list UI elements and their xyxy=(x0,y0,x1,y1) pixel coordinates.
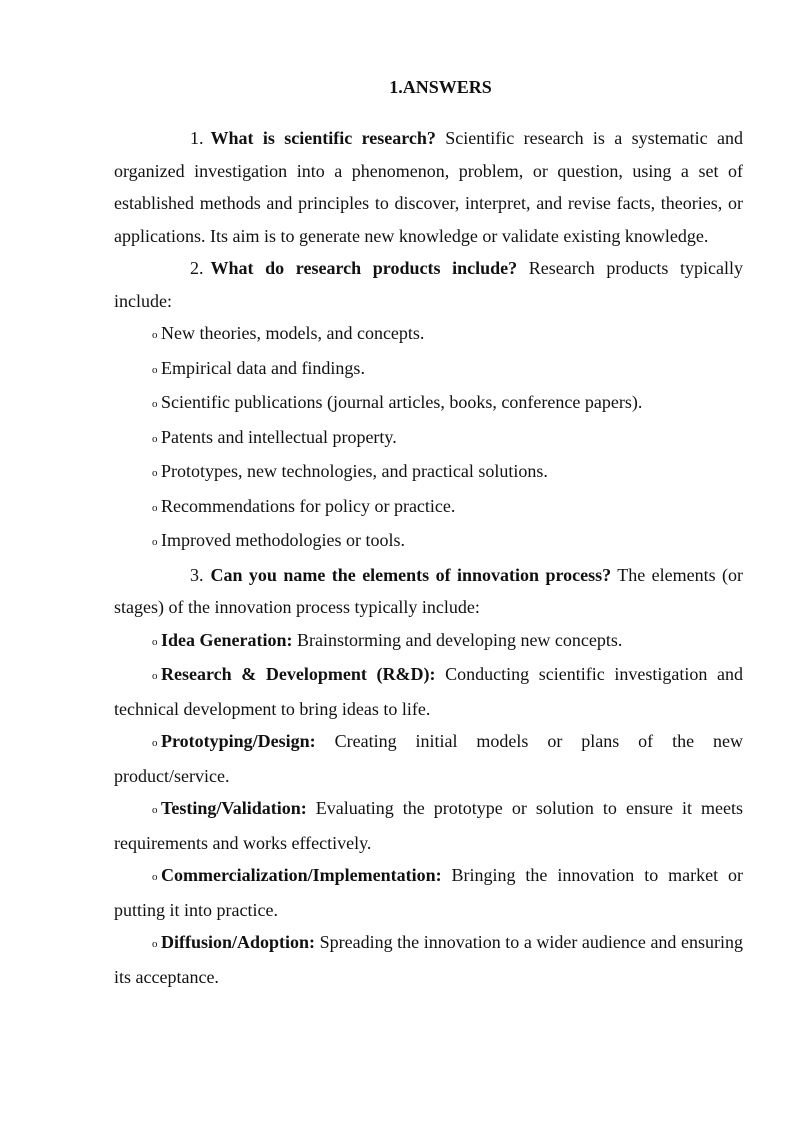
bullet-icon: o xyxy=(152,670,158,682)
question-text: What do research products include? xyxy=(210,258,518,278)
stage-description: Creating initial models or plans of the new product/service. xyxy=(114,731,743,786)
stage-description: Brainstorming and developing new concepts. xyxy=(292,629,623,650)
list-item xyxy=(114,859,743,926)
list-item xyxy=(114,926,743,993)
list-item xyxy=(114,658,743,725)
stage-term: Research & Development (R&D): xyxy=(161,664,436,684)
question-text: What is scientific research? xyxy=(210,128,436,148)
bullet-icon: o xyxy=(152,467,158,479)
list-item xyxy=(114,352,743,387)
stage-description: Bringing the innovation to market or putting it into practice. xyxy=(114,865,743,920)
stage-description: Evaluating the prototype or solution to ensure it meets requirements and works effectively. xyxy=(114,798,743,853)
bullet-icon: o xyxy=(152,329,158,341)
list-item xyxy=(114,792,743,859)
answer-text: The elements (or stages) of the innovation process typically include: xyxy=(114,564,743,617)
list-item xyxy=(114,421,743,456)
list-item-text: Patents and intellectual property. xyxy=(161,426,397,447)
question-number: 2. xyxy=(190,258,204,278)
bullet-icon: o xyxy=(152,635,158,648)
list-item xyxy=(114,455,743,490)
list-item xyxy=(114,524,743,559)
bullet-icon: o xyxy=(152,737,158,749)
stage-term: Diffusion/Adoption: xyxy=(161,932,316,952)
answer-3 xyxy=(114,559,743,624)
bullet-icon: o xyxy=(152,398,158,410)
list-item xyxy=(114,386,743,421)
answer-text: Research products typically include: xyxy=(114,258,744,311)
bullet-icon: o xyxy=(152,536,158,548)
list-item-text: Improved methodologies or tools. xyxy=(161,530,405,550)
list-item xyxy=(114,490,743,525)
stage-term: Idea Generation: xyxy=(161,629,293,650)
list-item-text: Recommendations for policy or practice. xyxy=(161,495,456,516)
question-text: Can you name the elements of innovation process? xyxy=(210,564,612,585)
question-number: 3. xyxy=(190,564,204,585)
page-title: 1.ANSWERS xyxy=(389,77,492,97)
bullet-icon: o xyxy=(152,804,158,816)
list-item xyxy=(114,317,743,352)
stage-description: Conducting scientific investigation and technical development to bring ideas to life. xyxy=(114,664,744,719)
stage-term: Prototyping/Design: xyxy=(161,731,316,751)
stage-description: Spreading the innovation to a wider audience and ensuring its acceptance. xyxy=(114,932,743,987)
document-page xyxy=(114,72,743,993)
list-item-text: Prototypes, new technologies, and practical solutions. xyxy=(161,461,548,481)
question-number: 1. xyxy=(190,128,204,148)
list-item-text: Scientific publications (journal articles, books, conference papers). xyxy=(161,392,643,412)
stage-term: Commercialization/Implementation: xyxy=(161,865,442,885)
list-item xyxy=(114,725,743,792)
stage-term: Testing/Validation: xyxy=(161,798,307,818)
list-item xyxy=(114,624,743,659)
bullet-icon: o xyxy=(152,871,158,883)
bullet-icon: o xyxy=(152,363,158,376)
answer-2 xyxy=(114,252,743,317)
list-item-text: New theories, models, and concepts. xyxy=(161,323,425,343)
answer-1 xyxy=(114,122,743,252)
answer-text: Scientific research is a systematic and organized investigation into a phenomenon, problem, or question, using a set of established methods and principles to discover, interpret, and revise facts, theories, or applications. Its aim is to generate new knowledge or validate existing knowledge. xyxy=(114,128,743,246)
bullet-icon: o xyxy=(152,938,158,950)
bullet-icon: o xyxy=(152,501,158,514)
bullet-icon: o xyxy=(152,432,158,445)
list-item-text: Empirical data and findings. xyxy=(161,357,365,378)
